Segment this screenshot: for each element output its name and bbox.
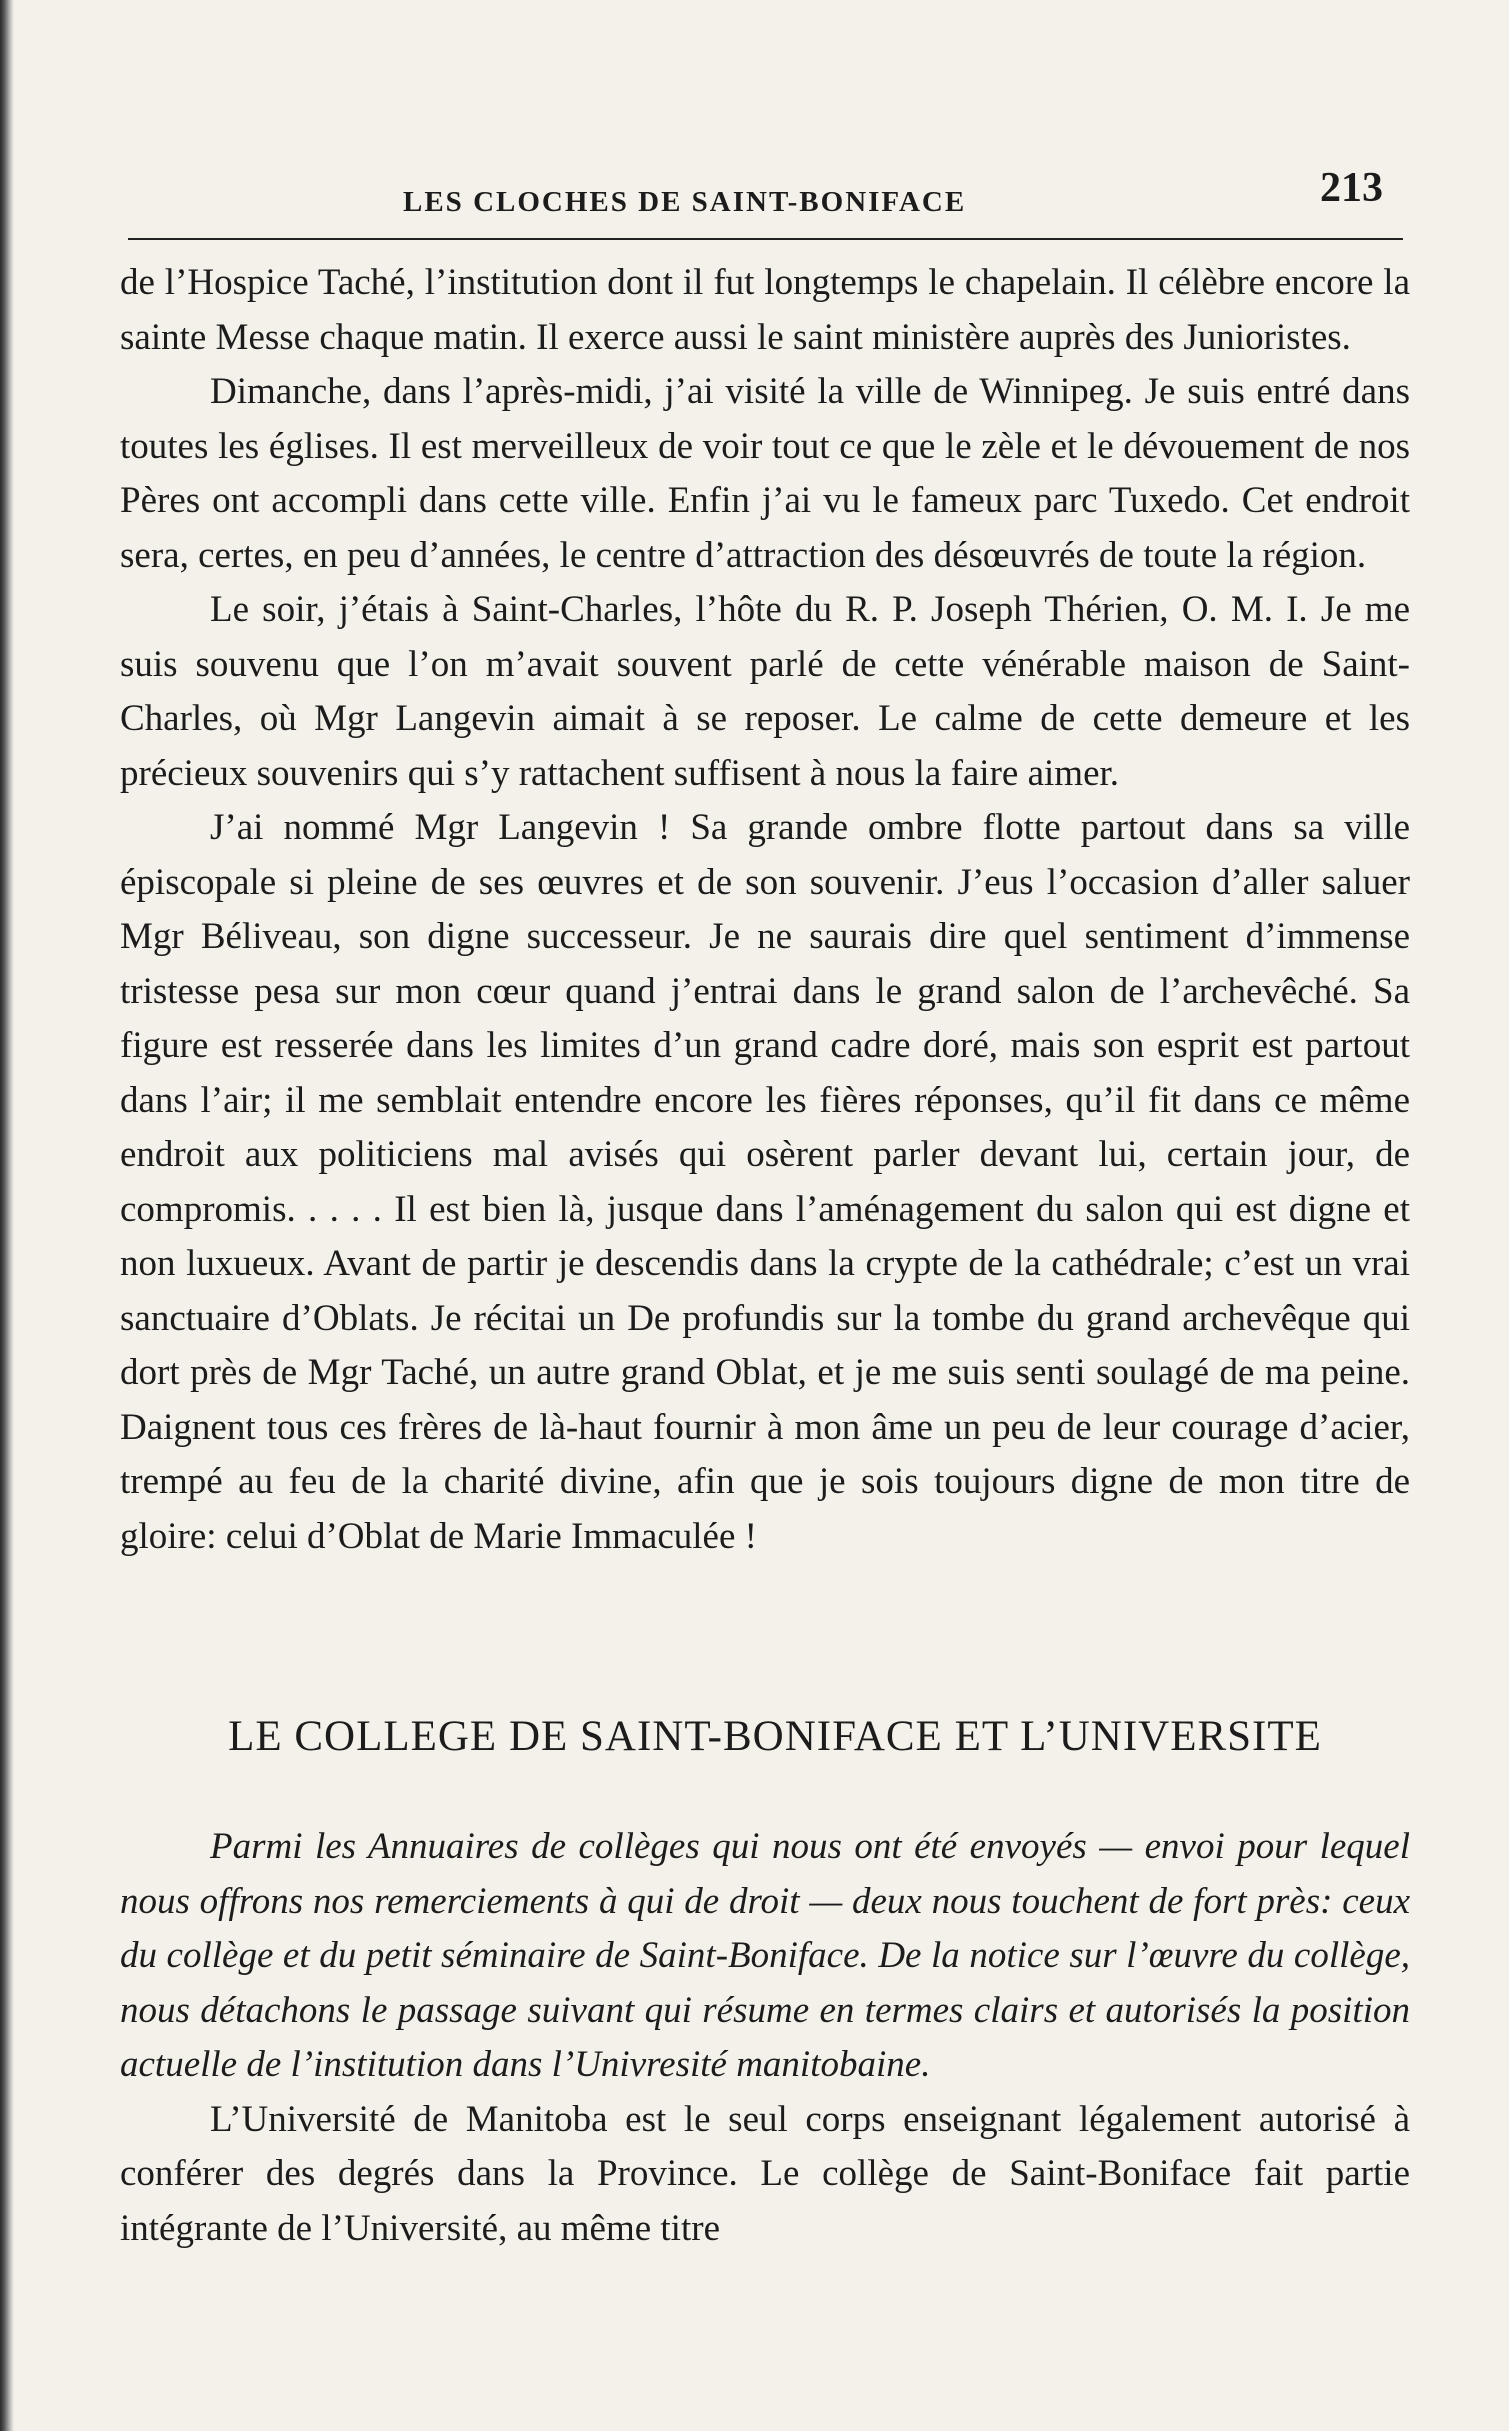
paragraph-langevin: J’ai nommé Mgr Langevin ! Sa grande ombre flotte partout dans sa ville épiscopale si pleine de ses œuvres et de son souvenir. J’eus l’occasion d’aller saluer Mgr Béliveau, son digne successeur. Je ne saurais dire quel sentiment d’immense tristesse pesa sur mon cœur quand j’entrai dans le grand salon de l’archevêché. Sa figure est resserée dans les limites d’un grand cadre doré, mais son esprit est partout dans l’air; il me semblait entendre encore les fières réponses, qu’il fit dans ce même endroit aux politiciens mal avisés qui osèrent parler devant lui, certain jour, de compromis. . . . . Il est bien là, jusque dans l’aménagement du salon qui est digne et non luxueux. Avant de partir je descendis dans la crypte de la cathédrale; c’est un vrai sanctuaire d’Oblats. Je récitai un De profundis sur la tombe du grand archevêque qui dort près de Mgr Taché, un autre grand Oblat, et je me suis senti soulagé de ma peine. Daignent tous ces frères de là-haut fournir à mon âme un peu de leur courage d’acier, trempé au feu de la charité divine, afin que je sois toujours digne de mon titre de gloire: celui d’Oblat de Marie Immaculée ! [120,807,1410,1557]
chapter-body [120,256,1410,1564]
section-title: LE COLLEGE DE SAINT-BONIFACE ET L’UNIVERSITE [228,1713,1322,1760]
page-binding-edge [0,0,14,2431]
paragraph-winnipeg: Dimanche, dans l’après-midi, j’ai visité la ville de Winnipeg. Je suis entré dans toutes les églises. Il est merveilleux de voir tout ce que le zèle et le dévouement de nos Pères ont accompli dans cette ville. Enfin j’ai vu le fameux parc Tuxedo. Cet endroit sera, certes, en peu d’années, le centre d’attraction des désœuvrés de toute la région. [120,371,1410,576]
section-intro: Parmi les Annuaires de collèges qui nous ont été envoyés — envoi pour lequel nous offrons nos remerciements à qui de droit — deux nous touchent de fort près: ceux du collège et du petit séminaire de Saint-Boniface. De la notice sur l’œuvre du collège, nous détachons le passage suivant qui résume en termes clairs et autorisés la position actuelle de l’institution dans l’Univresité manitobaine. [120,1826,1410,2085]
page-number: 213 [1320,165,1383,211]
running-head: LES CLOCHES DE SAINT-BONIFACE [403,186,967,218]
header-rule [128,238,1403,240]
paragraph-saint-charles: Le soir, j’étais à Saint-Charles, l’hôte du R. P. Joseph Thérien, O. M. I. Je me suis souvenu que l’on m’avait souvent parlé de cette vénérable maison de Saint-Charles, où Mgr Langevin aimait à se reposer. Le calme de cette demeure et les précieux souvenirs qui s’y rattachent suffisent à nous la faire aimer. [120,589,1410,794]
paragraph-continuation: de l’Hospice Taché, l’institution dont il fut longtemps le chapelain. Il célèbre encore la sainte Messe chaque matin. Il exerce aussi le saint ministère auprès des Junioristes. [120,262,1410,358]
section-body [120,1820,1410,2256]
section-paragraph: L’Université de Manitoba est le seul corps enseignant légalement autorisé à conférer des degrés dans la Province. Le collège de Saint-Boniface fait partie intégrante de l’Université, au même titre [120,2098,1410,2249]
page-header [128,160,1403,240]
